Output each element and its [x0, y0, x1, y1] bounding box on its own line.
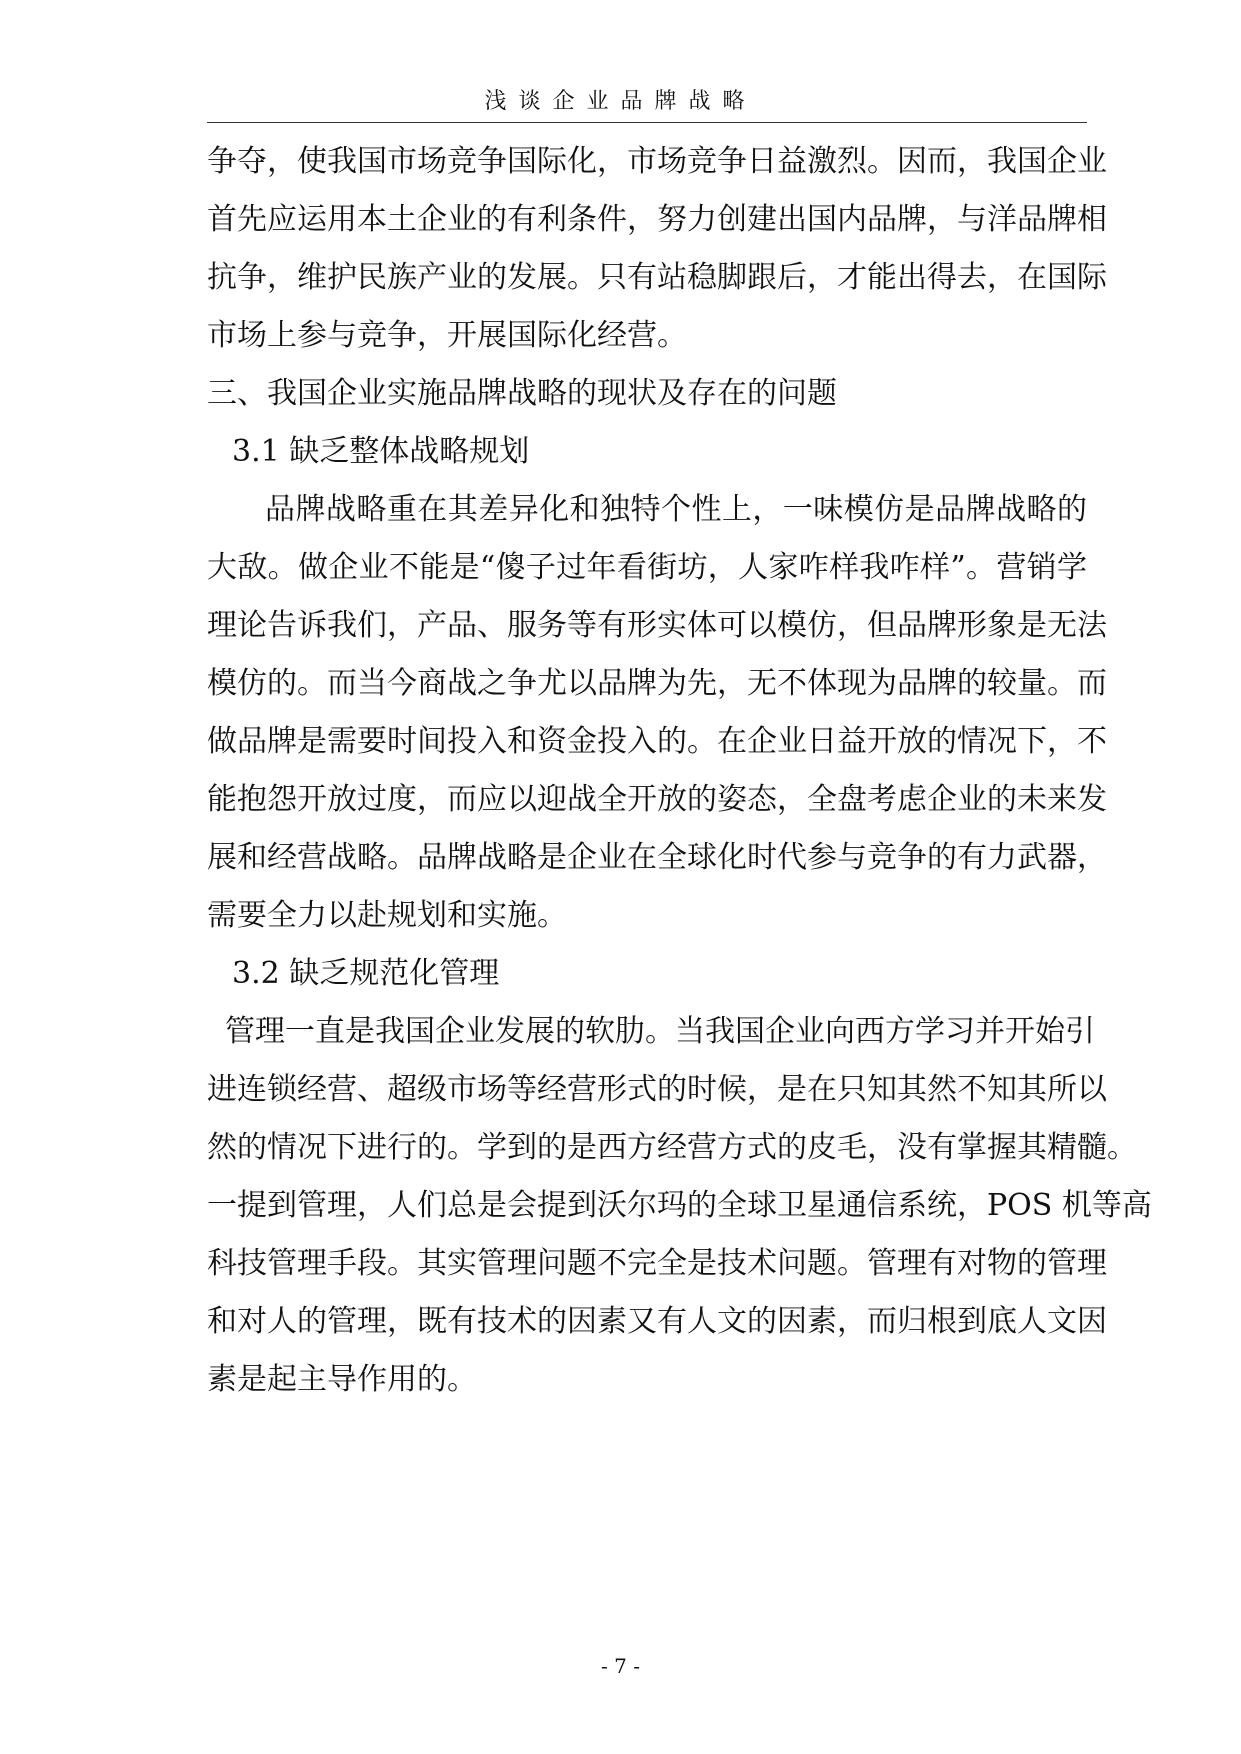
body-line: 管理一直是我国企业发展的软肋。当我国企业向西方学习并开始引: [225, 1014, 1095, 1049]
body-line: 展和经营战略。品牌战略是企业在全球化时代参与竞争的有力武器，: [207, 840, 1107, 875]
body-line: 争夺，使我国市场竞争国际化，市场竞争日益激烈。因而，我国企业: [207, 144, 1107, 179]
body-line: 需要全力以赴规划和实施。: [207, 898, 567, 933]
subsection-heading: 3.2 缺乏规范化管理: [232, 956, 500, 991]
body-line: 一提到管理，人们总是会提到沃尔玛的全球卫星通信系统，POS 机等高: [207, 1188, 1152, 1223]
running-header: 浅谈企业品牌战略: [484, 89, 757, 114]
body-line: 和对人的管理，既有技术的因素又有人文的因素，而归根到底人文因: [207, 1304, 1107, 1339]
header-rule: [207, 122, 1087, 123]
body-line: 品牌战略重在其差异化和独特个性上，一味模仿是品牌战略的: [265, 492, 1087, 527]
body-line: 市场上参与竞争，开展国际化经营。: [207, 318, 687, 353]
page-number: - 7 -: [601, 1654, 640, 1678]
body-line: 首先应运用本土企业的有利条件，努力创建出国内品牌，与洋品牌相: [207, 202, 1107, 237]
body-line: 大敌。做企业不能是“傻子过年看街坊，人家咋样我咋样”。营销学: [207, 550, 1087, 585]
body-line: 然的情况下进行的。学到的是西方经营方式的皮毛，没有掌握其精髓。: [207, 1130, 1137, 1165]
body-line: 做品牌是需要时间投入和资金投入的。在企业日益开放的情况下，不: [207, 724, 1107, 759]
body-line: 理论告诉我们，产品、服务等有形实体可以模仿，但品牌形象是无法: [207, 608, 1107, 643]
body-line: 模仿的。而当今商战之争尤以品牌为先，无不体现为品牌的较量。而: [207, 666, 1107, 701]
body-line: 素是起主导作用的。: [207, 1362, 477, 1397]
body-line: 抗争，维护民族产业的发展。只有站稳脚跟后，才能出得去，在国际: [207, 260, 1107, 295]
section-heading: 三、我国企业实施品牌战略的现状及存在的问题: [207, 376, 837, 411]
body-line: 进连锁经营、超级市场等经营形式的时候，是在只知其然不知其所以: [207, 1072, 1107, 1107]
body-line: 科技管理手段。其实管理问题不完全是技术问题。管理有对物的管理: [207, 1246, 1107, 1281]
body-line: 能抱怨开放过度，而应以迎战全开放的姿态，全盘考虑企业的未来发: [207, 782, 1107, 817]
subsection-heading: 3.1 缺乏整体战略规划: [232, 434, 530, 469]
